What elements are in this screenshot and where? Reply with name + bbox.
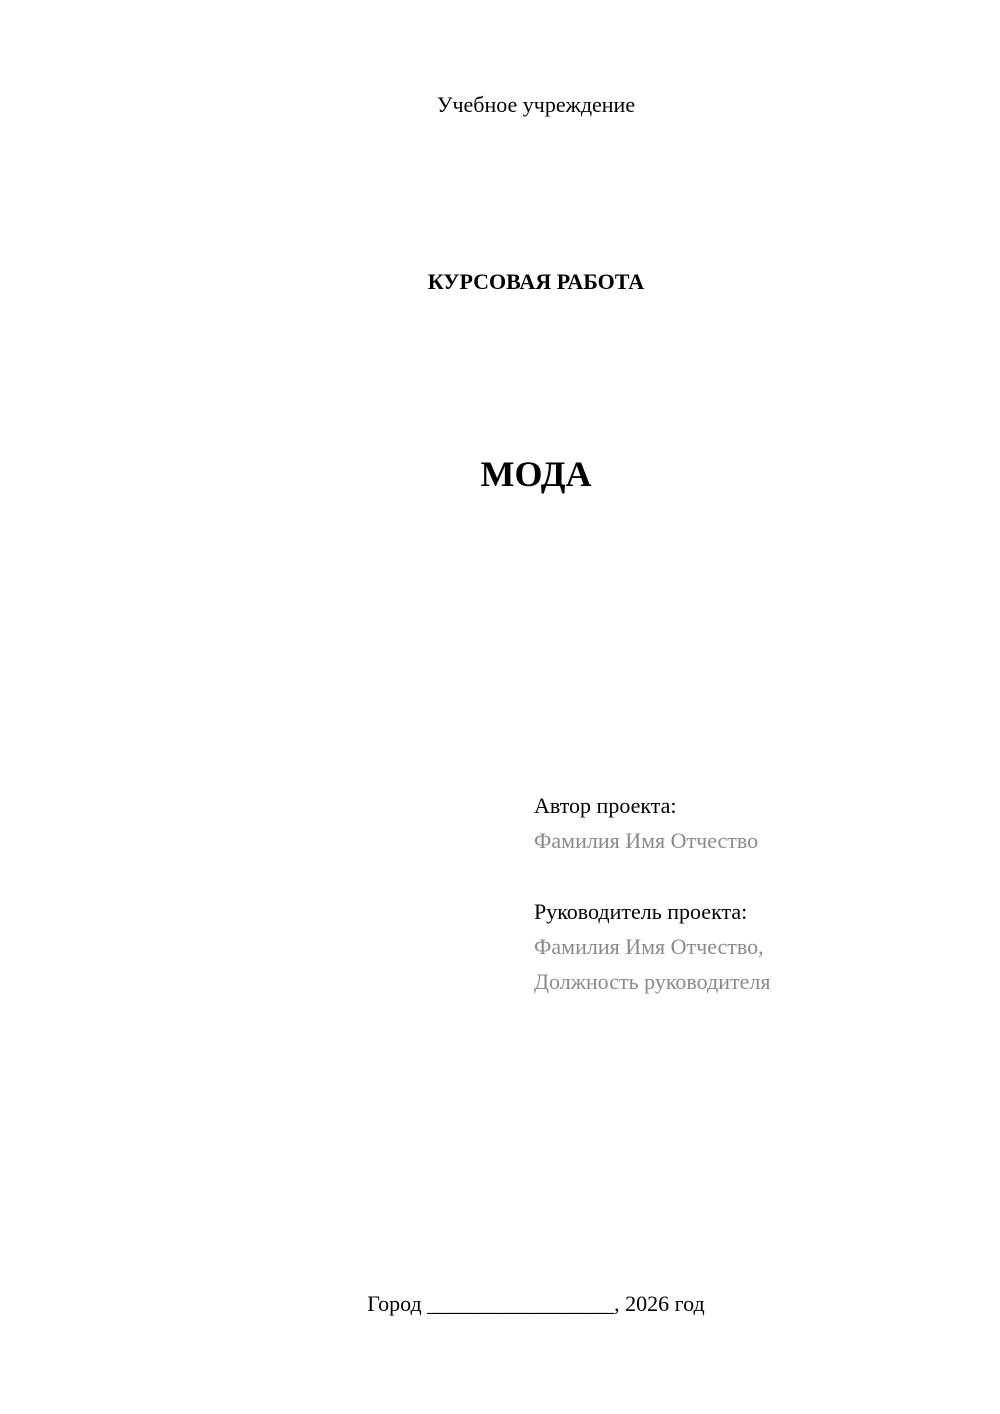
project-info-block: [534, 788, 974, 999]
spacer: [534, 858, 974, 894]
supervisor-name-placeholder: Фамилия Имя Отчество,: [534, 934, 764, 959]
author-name-placeholder: Фамилия Имя Отчество: [534, 828, 759, 853]
supervisor-label: Руководитель проекта:: [534, 899, 748, 924]
document-type: КУРСОВАЯ РАБОТА: [427, 269, 645, 294]
author-label: Автор проекта:: [534, 793, 677, 818]
supervisor-position-placeholder: Должность руководителя: [534, 969, 771, 994]
city-year-line: Город _________________, 2026 год: [367, 1291, 705, 1316]
institution-name: Учебное учреждение: [436, 92, 636, 117]
document-title: МОДА: [480, 454, 592, 494]
